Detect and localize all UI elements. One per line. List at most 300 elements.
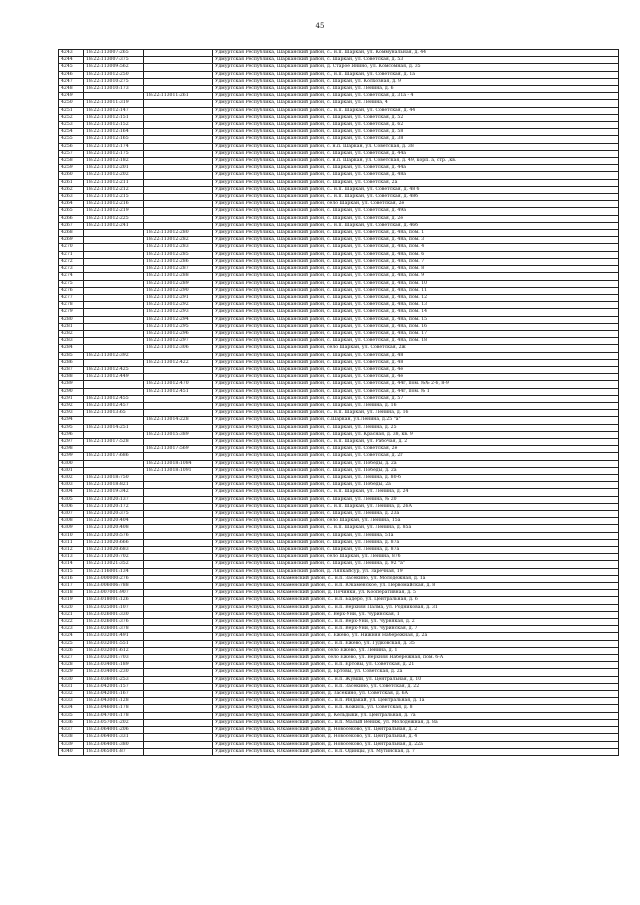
row-number-cell: 4252 xyxy=(59,114,84,121)
row-number-cell: 4321 xyxy=(59,611,84,618)
address-cell: Удмуртская Республика, Шарканский район, с. Шаркан, ул. Советская, д. 38 xyxy=(213,136,619,143)
table-row xyxy=(59,748,619,755)
address-cell: Удмуртская Республика, Шарканский район, с. Шаркан, ул. Ленина, д. 16 xyxy=(213,402,619,409)
table-row xyxy=(59,302,619,309)
row-number-cell: 4326 xyxy=(59,647,84,654)
table-row xyxy=(59,561,619,568)
premises-cadastral-cell xyxy=(144,215,213,222)
address-cell: Удмуртская Республика, Шарканский район, с. Шаркан, ул. Советская, д. 48а, пом. 14 xyxy=(213,309,619,316)
table-row xyxy=(59,107,619,114)
row-number-cell: 4281 xyxy=(59,323,84,330)
row-number-cell: 4320 xyxy=(59,604,84,611)
address-cell: Удмуртская Республика, Юкаменский район, с.. н.п. Ертовы, ул. Советская, д. 21 xyxy=(213,662,619,669)
building-cadastral-cell: 18:22:113012:202 xyxy=(84,172,144,179)
table-row xyxy=(59,266,619,273)
row-number-cell: 4330 xyxy=(59,676,84,683)
premises-cadastral-cell xyxy=(144,604,213,611)
premises-cadastral-cell xyxy=(144,676,213,683)
row-number-cell: 4243 xyxy=(59,50,84,57)
table-row xyxy=(59,230,619,237)
building-cadastral-cell xyxy=(84,258,144,265)
address-cell: Удмуртская Республика, Юкаменский район, д. Новосеково, ул. Центральная, д. 4 xyxy=(213,734,619,741)
table-row xyxy=(59,330,619,337)
row-number-cell: 4312 xyxy=(59,547,84,554)
premises-cadastral-cell xyxy=(144,136,213,143)
premises-cadastral-cell xyxy=(144,150,213,157)
address-cell: Удмуртская Республика, Шарканский район, с. Шаркан, ул. Советская, д. 2е xyxy=(213,215,619,222)
row-number-cell: 4325 xyxy=(59,640,84,647)
building-cadastral-cell: 18:22:113018:821 xyxy=(84,482,144,489)
premises-cadastral-cell xyxy=(144,597,213,604)
premises-cadastral-cell: 18:22:113012:451 xyxy=(144,388,213,395)
premises-cadastral-cell xyxy=(144,57,213,64)
row-number-cell: 4270 xyxy=(59,244,84,251)
building-cadastral-cell xyxy=(84,388,144,395)
premises-cadastral-cell: 18:22:113014:228 xyxy=(144,417,213,424)
building-cadastral-cell: 18:22:113020:702 xyxy=(84,554,144,561)
address-cell: Удмуртская Республика, Юкаменский район, с.. н.п. Жувши, ул. Центральная, д. 10 xyxy=(213,676,619,683)
building-cadastral-cell: 18:22:113012:212 xyxy=(84,186,144,193)
premises-cadastral-cell: 18:22:113012:291 xyxy=(144,294,213,301)
address-cell: Удмуртская Республика, Юкаменский район, с.. н.п. Засекино, ул. Молодежная, д. 1а xyxy=(213,575,619,582)
address-cell: Удмуртская Республика, Юкаменский район, с.. н.п. Малый Вениж, ул. Молодежная, д. 8а xyxy=(213,719,619,726)
building-cadastral-cell: 18:22:113012:151 xyxy=(84,114,144,121)
address-cell: Удмуртская Республика, Шарканский район, с. Шаркан, ул. Советская, д. 48а, пом. 3 xyxy=(213,237,619,244)
building-cadastral-cell: 18:22:113012:201 xyxy=(84,165,144,172)
building-cadastral-cell: 18:22:113012:152 xyxy=(84,122,144,129)
address-cell: Удмуртская Республика, Шарканский район, с.. н.п. Шаркан, ул. Советская, д. 48 б xyxy=(213,186,619,193)
table-row xyxy=(59,273,619,280)
building-cadastral-cell: 18:23:065001:87 xyxy=(84,748,144,755)
table-row xyxy=(59,64,619,71)
premises-cadastral-cell xyxy=(144,64,213,71)
premises-cadastral-cell xyxy=(144,352,213,359)
row-number-cell: 4245 xyxy=(59,64,84,71)
premises-cadastral-cell: 18:22:113012:294 xyxy=(144,316,213,323)
row-number-cell: 4247 xyxy=(59,78,84,85)
premises-cadastral-cell xyxy=(144,208,213,215)
building-cadastral-cell: 18:22:113012:174 xyxy=(84,143,144,150)
premises-cadastral-cell xyxy=(144,712,213,719)
address-cell: Удмуртская Республика, Шарканский район, с. Шаркан, ул. Советская, д. 48а xyxy=(213,172,619,179)
table-row xyxy=(59,712,619,719)
table-row xyxy=(59,280,619,287)
table-row xyxy=(59,86,619,93)
building-cadastral-cell xyxy=(84,280,144,287)
row-number-cell: 4323 xyxy=(59,626,84,633)
address-cell: Удмуртская Республика, Шарканский район, с. Шаркан, ул. Советская, д. 48а, пом. 4 xyxy=(213,244,619,251)
address-cell: Удмуртская Республика, Шарканский район, с.. н.п. Шаркан, ул. Ленина, д. 16 xyxy=(213,410,619,417)
table-row xyxy=(59,511,619,518)
building-cadastral-cell xyxy=(84,330,144,337)
building-cadastral-cell: 18:23:034001:189 xyxy=(84,662,144,669)
address-cell: Удмуртская Республика, Шарканский район, с. Шаркан, ул. Советская, д. 48а, пом. 11 xyxy=(213,287,619,294)
table-row xyxy=(59,244,619,251)
building-cadastral-cell xyxy=(84,294,144,301)
premises-cadastral-cell xyxy=(144,669,213,676)
row-number-cell: 4260 xyxy=(59,172,84,179)
premises-cadastral-cell xyxy=(144,539,213,546)
premises-cadastral-cell: 18:22:113012:288 xyxy=(144,273,213,280)
premises-cadastral-cell xyxy=(144,438,213,445)
row-number-cell: 4333 xyxy=(59,698,84,705)
premises-cadastral-cell: 18:22:113012:289 xyxy=(144,280,213,287)
table-row xyxy=(59,547,619,554)
address-cell: Удмуртская Республика, Юкаменский район, с.. н.п. Верх-Уни, ул. Чурнякая, д. 2 xyxy=(213,619,619,626)
premises-cadastral-cell xyxy=(144,719,213,726)
address-cell: Удмуртская Республика, Юкаменский район, д. Починки, ул. Кооперативная, д. 5 xyxy=(213,590,619,597)
table-row xyxy=(59,590,619,597)
premises-cadastral-cell xyxy=(144,511,213,518)
address-cell: Удмуртская Республика, Юкаменский район, д. Ертовы, ул. Советская, д. 2а xyxy=(213,669,619,676)
row-number-cell: 4332 xyxy=(59,691,84,698)
row-number-cell: 4273 xyxy=(59,266,84,273)
row-number-cell: 4324 xyxy=(59,633,84,640)
row-number-cell: 4246 xyxy=(59,71,84,78)
address-cell: Удмуртская Республика, Шарканский район, с.. н.п. Шаркан, ул. Советская, д. 46б xyxy=(213,222,619,229)
premises-cadastral-cell xyxy=(144,503,213,510)
address-cell: Удмуртская Республика, Шарканский район, с. Шаркан, ул. Советская, д. 48а, пом. 13 xyxy=(213,302,619,309)
row-number-cell: 4306 xyxy=(59,503,84,510)
building-cadastral-cell: 18:23:046001:178 xyxy=(84,705,144,712)
row-number-cell: 4267 xyxy=(59,222,84,229)
row-number-cell: 4314 xyxy=(59,561,84,568)
row-number-cell: 4309 xyxy=(59,525,84,532)
address-cell: Удмуртская Республика, Шарканский район, с. Шаркан, ул. Победы, д. 2а xyxy=(213,460,619,467)
table-row xyxy=(59,287,619,294)
building-cadastral-cell: 18:22:113018:750 xyxy=(84,474,144,481)
premises-cadastral-cell xyxy=(144,698,213,705)
building-cadastral-cell: 18:22:113012:425 xyxy=(84,366,144,373)
premises-cadastral-cell: 18:22:113012:282 xyxy=(144,237,213,244)
table-row xyxy=(59,136,619,143)
building-cadastral-cell: 18:22:113013:65 xyxy=(84,410,144,417)
premises-cadastral-cell: 18:22:113012:285 xyxy=(144,251,213,258)
row-number-cell: 4255 xyxy=(59,136,84,143)
table-row xyxy=(59,518,619,525)
table-row xyxy=(59,496,619,503)
row-number-cell: 4300 xyxy=(59,460,84,467)
building-cadastral-cell xyxy=(84,359,144,366)
row-number-cell: 4308 xyxy=(59,518,84,525)
row-number-cell: 4265 xyxy=(59,208,84,215)
premises-cadastral-cell xyxy=(144,143,213,150)
address-cell: Удмуртская Республика, Шарканский район, с. Шаркан, ул. Ленина, д. 6 xyxy=(213,86,619,93)
premises-cadastral-cell: 18:22:113012:286 xyxy=(144,258,213,265)
row-number-cell: 4311 xyxy=(59,539,84,546)
row-number-cell: 4336 xyxy=(59,719,84,726)
premises-cadastral-cell: 18:22:113018:1084 xyxy=(144,460,213,467)
premises-cadastral-cell xyxy=(144,114,213,121)
table-row xyxy=(59,626,619,633)
table-row xyxy=(59,431,619,438)
table-row xyxy=(59,251,619,258)
address-cell: Удмуртская Республика, Шарканский район, с. Шаркан, ул. Советская, д. 58 xyxy=(213,129,619,136)
table-row xyxy=(59,633,619,640)
address-cell: Удмуртская Республика, Юкаменский район, д. Новосеково, ул. Центральная, д. 2 xyxy=(213,727,619,734)
table-row xyxy=(59,568,619,575)
row-number-cell: 4254 xyxy=(59,129,84,136)
row-number-cell: 4292 xyxy=(59,402,84,409)
premises-cadastral-cell xyxy=(144,568,213,575)
address-cell: Удмуртская Республика, Шарканский район, с.. н.п. Шаркан, ул. Советская, д. 44 xyxy=(213,107,619,114)
address-cell: Удмуртская Республика, Юкаменский район, с.. н.п. Индакай, ул. Центральная, д. 1а xyxy=(213,698,619,705)
address-cell: Удмуртская Республика, Шарканский район, село Шаркан, ул. Ленина, 15а xyxy=(213,518,619,525)
table-row xyxy=(59,165,619,172)
premises-cadastral-cell: 18:22:113012:292 xyxy=(144,302,213,309)
row-number-cell: 4335 xyxy=(59,712,84,719)
building-cadastral-cell: 18:22:113012:449 xyxy=(84,374,144,381)
address-cell: Удмуртская Республика, Шарканский район, с. Шаркан, ул. Ленина, д. 25 xyxy=(213,424,619,431)
table-row xyxy=(59,186,619,193)
premises-cadastral-cell: 18:22:113012:297 xyxy=(144,338,213,345)
row-number-cell: 4250 xyxy=(59,100,84,107)
premises-cadastral-cell xyxy=(144,222,213,229)
address-cell: Удмуртская Республика, Шарканский район, с.. н.п. Шаркан, ул. Ленина, д. 85а xyxy=(213,525,619,532)
table-row xyxy=(59,539,619,546)
table-row xyxy=(59,424,619,431)
table-row xyxy=(59,78,619,85)
row-number-cell: 4262 xyxy=(59,186,84,193)
table-row xyxy=(59,402,619,409)
table-row xyxy=(59,554,619,561)
building-cadastral-cell: 18:22:113012:250 xyxy=(84,71,144,78)
table-row xyxy=(59,410,619,417)
address-cell: Удмуртская Республика, Шарканский район, с. Шаркан, ул. Советская, д. 48а, пом. 6 xyxy=(213,251,619,258)
row-number-cell: 4269 xyxy=(59,237,84,244)
building-cadastral-cell xyxy=(84,302,144,309)
table-row xyxy=(59,208,619,215)
table-row xyxy=(59,179,619,186)
premises-cadastral-cell: 18:22:113015:389 xyxy=(144,431,213,438)
row-number-cell: 4302 xyxy=(59,474,84,481)
building-cadastral-cell xyxy=(84,287,144,294)
premises-cadastral-cell xyxy=(144,100,213,107)
row-number-cell: 4310 xyxy=(59,532,84,539)
table-row xyxy=(59,201,619,208)
row-number-cell: 4263 xyxy=(59,194,84,201)
row-number-cell: 4288 xyxy=(59,374,84,381)
table-row xyxy=(59,93,619,100)
table-row xyxy=(59,467,619,474)
row-number-cell: 4298 xyxy=(59,446,84,453)
building-cadastral-cell: 18:22:113007:265 xyxy=(84,50,144,57)
table-row xyxy=(59,655,619,662)
building-cadastral-cell: 18:22:113012:211 xyxy=(84,179,144,186)
row-number-cell: 4257 xyxy=(59,150,84,157)
address-cell: Удмуртская Республика, Шарканский район, с. Шаркан, ул. Советская, д. 48 xyxy=(213,352,619,359)
row-number-cell: 4261 xyxy=(59,179,84,186)
address-cell: Удмуртская Республика, Шарканский район, с. Шаркан, ул. Ленина, д. 80-б xyxy=(213,474,619,481)
building-cadastral-cell xyxy=(84,230,144,237)
building-cadastral-cell: 18:23:032001:612 xyxy=(84,647,144,654)
row-number-cell: 4256 xyxy=(59,143,84,150)
table-row xyxy=(59,647,619,654)
premises-cadastral-cell: 18:22:113012:470 xyxy=(144,381,213,388)
address-cell: Удмуртская Республика, Шарканский район, с. Шаркан, ул. Советская, д. 48а, пом. 16 xyxy=(213,323,619,330)
building-cadastral-cell: 18:23:064001:206 xyxy=(84,727,144,734)
premises-cadastral-cell xyxy=(144,50,213,57)
building-cadastral-cell: 18:22:113012:241 xyxy=(84,222,144,229)
row-number-cell: 4290 xyxy=(59,388,84,395)
building-cadastral-cell: 18:22:113020:404 xyxy=(84,518,144,525)
premises-cadastral-cell xyxy=(144,201,213,208)
premises-cadastral-cell xyxy=(144,158,213,165)
row-number-cell: 4340 xyxy=(59,748,84,755)
address-cell: Удмуртская Республика, Шарканский район, с.. н.п. Шаркан, ул. Рабочая, д. 2 xyxy=(213,438,619,445)
address-cell: Удмуртская Республика, Шарканский район, с. Шаркан, ул. Ленина, д. 87а xyxy=(213,547,619,554)
building-cadastral-cell xyxy=(84,431,144,438)
table-row xyxy=(59,381,619,388)
table-row xyxy=(59,583,619,590)
premises-cadastral-cell xyxy=(144,748,213,755)
building-cadastral-cell: 18:22:113012:392 xyxy=(84,352,144,359)
table-row xyxy=(59,143,619,150)
table-row xyxy=(59,194,619,201)
table-row xyxy=(59,150,619,157)
premises-cadastral-cell: 18:22:113012:306 xyxy=(144,345,213,352)
table-row xyxy=(59,734,619,741)
row-number-cell: 4327 xyxy=(59,655,84,662)
building-cadastral-cell xyxy=(84,237,144,244)
building-cadastral-cell: 18:23:025001:107 xyxy=(84,604,144,611)
table-row xyxy=(59,388,619,395)
premises-cadastral-cell xyxy=(144,705,213,712)
building-cadastral-cell: 18:22:113012:182 xyxy=(84,158,144,165)
address-cell: Удмуртская Республика, Шарканский район, с. н.п. Шаркан, ул. Советская, д. 38 xyxy=(213,143,619,150)
building-cadastral-cell: 18:22:116001:134 xyxy=(84,568,144,575)
row-number-cell: 4248 xyxy=(59,86,84,93)
building-cadastral-cell: 18:23:026001:376 xyxy=(84,619,144,626)
address-cell: Удмуртская Республика, Шарканский район, с. Шаркан, ул. Ленина, 4 xyxy=(213,100,619,107)
table-row xyxy=(59,345,619,352)
table-row xyxy=(59,359,619,366)
address-cell: Удмуртская Республика, Юкаменский район, село Ежево, ул. Ленина, д. 1 xyxy=(213,647,619,654)
building-cadastral-cell: 18:22:113020:137 xyxy=(84,496,144,503)
table-row xyxy=(59,294,619,301)
premises-cadastral-cell xyxy=(144,575,213,582)
address-cell: Удмуртская Республика, Юкаменский район, с.. н.п. Юкаменское, ул. Первомайская, д. 8 xyxy=(213,583,619,590)
table-row xyxy=(59,727,619,734)
table-row xyxy=(59,366,619,373)
address-cell: Удмуртская Республика, Шарканский район, с. Шаркан, ул. Ленина, д. 92 "а" xyxy=(213,561,619,568)
building-cadastral-cell xyxy=(84,309,144,316)
premises-cadastral-cell: 18:22:113011:261 xyxy=(144,93,213,100)
address-cell: Удмуртская Республика, Юкаменский район, с.. н.п. Верх-Уни, ул. Чуринская, д. 7 xyxy=(213,626,619,633)
building-cadastral-cell: 18:22:113020:576 xyxy=(84,532,144,539)
address-cell: Удмуртская Республика, Шарканский район, с. Шаркан, ул. Советская, д. 48а, пом. 7 xyxy=(213,258,619,265)
premises-cadastral-cell xyxy=(144,619,213,626)
table-row xyxy=(59,323,619,330)
building-cadastral-cell xyxy=(84,381,144,388)
building-cadastral-cell: 18:22:113012:175 xyxy=(84,150,144,157)
address-cell: Удмуртская Республика, Шарканский район, с. Шаркан, ул. Советская, д. 48а, пом. 8 xyxy=(213,266,619,273)
premises-cadastral-cell xyxy=(144,683,213,690)
building-cadastral-cell xyxy=(84,323,144,330)
building-cadastral-cell xyxy=(84,266,144,273)
building-cadastral-cell: 18:23:034001:230 xyxy=(84,669,144,676)
address-cell: Удмуртская Республика, Шарканский район, с. Шаркан, ул. Советская, д. 48а, пом. 12 xyxy=(213,294,619,301)
building-cadastral-cell: 18:22:113010:275 xyxy=(84,78,144,85)
building-cadastral-cell: 18:22:113007:375 xyxy=(84,57,144,64)
row-number-cell: 4296 xyxy=(59,431,84,438)
table-row xyxy=(59,309,619,316)
building-cadastral-cell: 18:22:113020:666 xyxy=(84,539,144,546)
table-row xyxy=(59,438,619,445)
table-row xyxy=(59,352,619,359)
address-cell: Удмуртская Республика, Шарканский район, с.. н.п. Шаркан, ул. Ленина, д. 26А xyxy=(213,503,619,510)
address-cell: Удмуртская Республика, Шарканский район, с. Шаркан, ул. Красная, д. 38, кв. 9 xyxy=(213,431,619,438)
address-cell: Удмуртская Республика, Шарканский район, с. н.п. Шаркан, ул. Советская, д. 49, корп. а, стр. ,кв. xyxy=(213,158,619,165)
row-number-cell: 4274 xyxy=(59,273,84,280)
table-row xyxy=(59,460,619,467)
building-cadastral-cell: 18:23:042001:167 xyxy=(84,691,144,698)
table-row xyxy=(59,676,619,683)
premises-cadastral-cell xyxy=(144,489,213,496)
premises-cadastral-cell xyxy=(144,691,213,698)
table-row xyxy=(59,122,619,129)
premises-cadastral-cell xyxy=(144,633,213,640)
address-cell: Удмуртская Республика, Шарканский район, с. Шаркан, ул. Советская, д. 31а - 4 xyxy=(213,93,619,100)
building-cadastral-cell: 18:23:064001:380 xyxy=(84,741,144,748)
building-cadastral-cell: 18:22:113019:342 xyxy=(84,489,144,496)
building-cadastral-cell: 18:22:113012:164 xyxy=(84,129,144,136)
premises-cadastral-cell xyxy=(144,179,213,186)
table-row xyxy=(59,474,619,481)
building-cadastral-cell xyxy=(84,244,144,251)
row-number-cell: 4291 xyxy=(59,395,84,402)
premises-cadastral-cell xyxy=(144,561,213,568)
premises-cadastral-cell xyxy=(144,172,213,179)
building-cadastral-cell: 18:22:113009:562 xyxy=(84,64,144,71)
address-cell: Удмуртская Республика, Юкаменский район, с. Верх-Уни, ул. Чуринская, 1 xyxy=(213,611,619,618)
row-number-cell: 4283 xyxy=(59,338,84,345)
row-number-cell: 4339 xyxy=(59,741,84,748)
row-number-cell: 4285 xyxy=(59,352,84,359)
building-cadastral-cell: 18:23:032001:703 xyxy=(84,655,144,662)
premises-cadastral-cell: 18:22:113017:569 xyxy=(144,446,213,453)
table-row xyxy=(59,374,619,381)
table-row xyxy=(59,482,619,489)
premises-cadastral-cell xyxy=(144,547,213,554)
premises-cadastral-cell: 18:22:113012:422 xyxy=(144,359,213,366)
building-cadastral-cell: 18:23:064001:331 xyxy=(84,734,144,741)
premises-cadastral-cell xyxy=(144,647,213,654)
address-cell: Удмуртская Республика, Шарканский район, с. Шаркан, ул. Советская, 2а xyxy=(213,179,619,186)
building-cadastral-cell: 18:23:042001:157 xyxy=(84,683,144,690)
address-cell: Удмуртская Республика, Шарканский район, с. Шаркан, ул. Советская, д. 62 xyxy=(213,122,619,129)
premises-cadastral-cell xyxy=(144,640,213,647)
address-cell: Удмуртская Республика, Юкаменский район, с.. н.п. Верхняя Палма, ул. Родниковая, д. 31 xyxy=(213,604,619,611)
address-cell: Удмуртская Республика, Шарканский район, с. Шаркан, ул. Ленина, д. 87а xyxy=(213,539,619,546)
building-cadastral-cell: 18:23:018001:126 xyxy=(84,597,144,604)
row-number-cell: 4316 xyxy=(59,575,84,582)
building-cadastral-cell: 18:23:036001:253 xyxy=(84,676,144,683)
premises-cadastral-cell xyxy=(144,590,213,597)
address-cell: Удмуртская Республика, Юкаменский район, д. Засекино, ул. Советская, д. 6А xyxy=(213,691,619,698)
premises-cadastral-cell xyxy=(144,611,213,618)
premises-cadastral-cell xyxy=(144,554,213,561)
table-row xyxy=(59,222,619,229)
table-row xyxy=(59,453,619,460)
premises-cadastral-cell xyxy=(144,424,213,431)
building-cadastral-cell: 18:23:007001:907 xyxy=(84,590,144,597)
premises-cadastral-cell xyxy=(144,727,213,734)
premises-cadastral-cell xyxy=(144,129,213,136)
row-number-cell: 4275 xyxy=(59,280,84,287)
table-row xyxy=(59,741,619,748)
row-number-cell: 4297 xyxy=(59,438,84,445)
